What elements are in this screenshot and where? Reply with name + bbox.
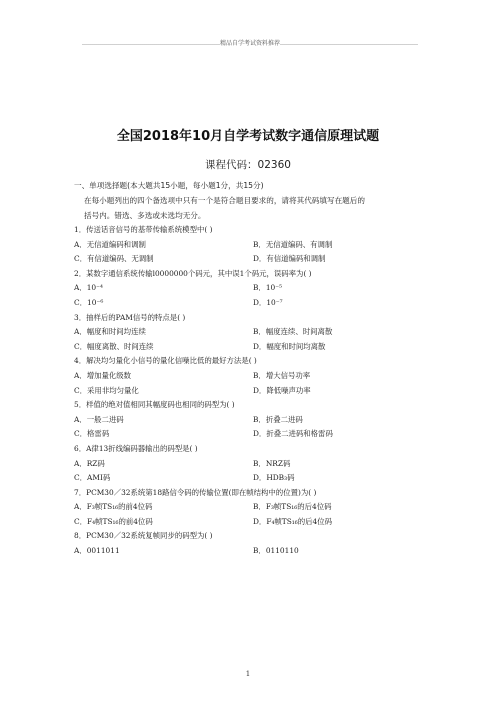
option-a: A．10⁻⁴ — [74, 283, 103, 293]
page-number: 1 — [245, 670, 251, 678]
option-row — [74, 340, 434, 355]
option-c: C．F₄帧TS₁₆的前4位码 — [74, 516, 153, 526]
option-d: D．降低噪声功率 — [253, 385, 311, 395]
option-d: D．HDB₃码 — [253, 473, 295, 483]
course-code: 课程代码：02360 — [205, 159, 291, 171]
section-instruction-line1: 在每小题列出的四个备选项中只有一个是符合题目要求的，请将其代码填写在题后的 — [84, 196, 365, 205]
question-stem: 8．PCM30／32系统复帧同步的码型为( ) — [74, 531, 213, 541]
question-stem: 3．抽样后的PAM信号的特点是( ) — [74, 312, 186, 322]
option-a: A．一般二进码 — [74, 414, 124, 424]
option-b: B．F₃帧TS₁₆的后4位码 — [253, 502, 332, 512]
option-row — [74, 281, 434, 296]
option-row — [74, 369, 434, 384]
option-a: A．增加量化级数 — [74, 370, 132, 380]
section-header — [74, 178, 426, 223]
option-c: C．有信道编码、无调制 — [74, 254, 154, 264]
option-a: A．幅度和时间均连续 — [74, 327, 146, 337]
option-d: D．折叠二进码和格雷码 — [253, 429, 333, 439]
option-row — [74, 384, 434, 399]
option-row — [74, 457, 434, 472]
option-row — [74, 515, 434, 530]
option-a: A．无信道编码和调制 — [74, 239, 146, 249]
option-row — [74, 238, 434, 253]
option-c: C．格雷码 — [74, 429, 110, 439]
question-stem: 1．传送话音信号的基带传输系统模型中( ) — [74, 225, 213, 234]
option-b: B．增大信号功率 — [253, 370, 311, 380]
option-a: A．F₃帧TS₁₆的前4位码 — [74, 502, 153, 512]
option-b: B．0110110 — [253, 546, 299, 556]
option-b: B．幅度连续、时间离散 — [253, 327, 333, 337]
section-instruction-line2: 括号内。错选、多选或未选均无分。 — [84, 211, 206, 220]
question-stem: 5．样值的绝对值相同其幅度码也相同的码型为( ) — [74, 400, 235, 410]
question-list — [74, 223, 434, 559]
option-c: C．10⁻⁶ — [74, 297, 104, 307]
question-stem: 2．某数字通信系统传输l0000000个码元，其中误1个码元，误码率为( ) — [74, 268, 312, 278]
option-row — [74, 544, 434, 559]
option-b: B．10⁻⁵ — [253, 283, 283, 293]
page-header-banner: ……………………………………………………………精品自学考试资料推荐…………………………………………………………… — [81, 40, 418, 47]
option-b: B．无信道编码、有调制 — [253, 239, 333, 249]
option-row — [74, 296, 434, 311]
option-row — [74, 413, 434, 428]
option-row — [74, 427, 434, 442]
option-b: B．折叠二进码 — [253, 414, 303, 424]
option-b: B．NRZ码 — [253, 458, 291, 468]
option-d: D．F₄帧TS₁₆的后4位码 — [253, 516, 332, 526]
option-a: A．0011011 — [74, 546, 120, 556]
option-row — [74, 325, 434, 340]
option-d: D．有信道编码和调制 — [253, 254, 326, 264]
option-d: D．10⁻⁷ — [253, 297, 283, 307]
option-c: C．幅度离散、时间连续 — [74, 341, 154, 351]
option-c: C．AMI码 — [74, 473, 111, 483]
question-stem: 4．解决均匀量化小信号的量化信噪比低的最好方法是( ) — [74, 356, 257, 366]
question-stem: 7．PCM30／32系统第18路信令码的传输位置(即在帧结构中的位置)为( ) — [74, 487, 317, 497]
option-d: D．幅度和时间均离散 — [253, 341, 326, 351]
option-row — [74, 500, 434, 515]
option-a: A．RZ码 — [74, 458, 105, 468]
option-row — [74, 252, 434, 267]
option-c: C．采用非均匀量化 — [74, 385, 139, 395]
exam-title: 全国2018年10月自学考试数字通信原理试题 — [116, 129, 380, 144]
question-stem: 6．A律13折线编码器输出的码型是( ) — [74, 443, 198, 453]
option-row — [74, 471, 434, 486]
section-heading: 一、单项选择题(本大题共15小题，每小题1分，共15分) — [74, 181, 264, 190]
